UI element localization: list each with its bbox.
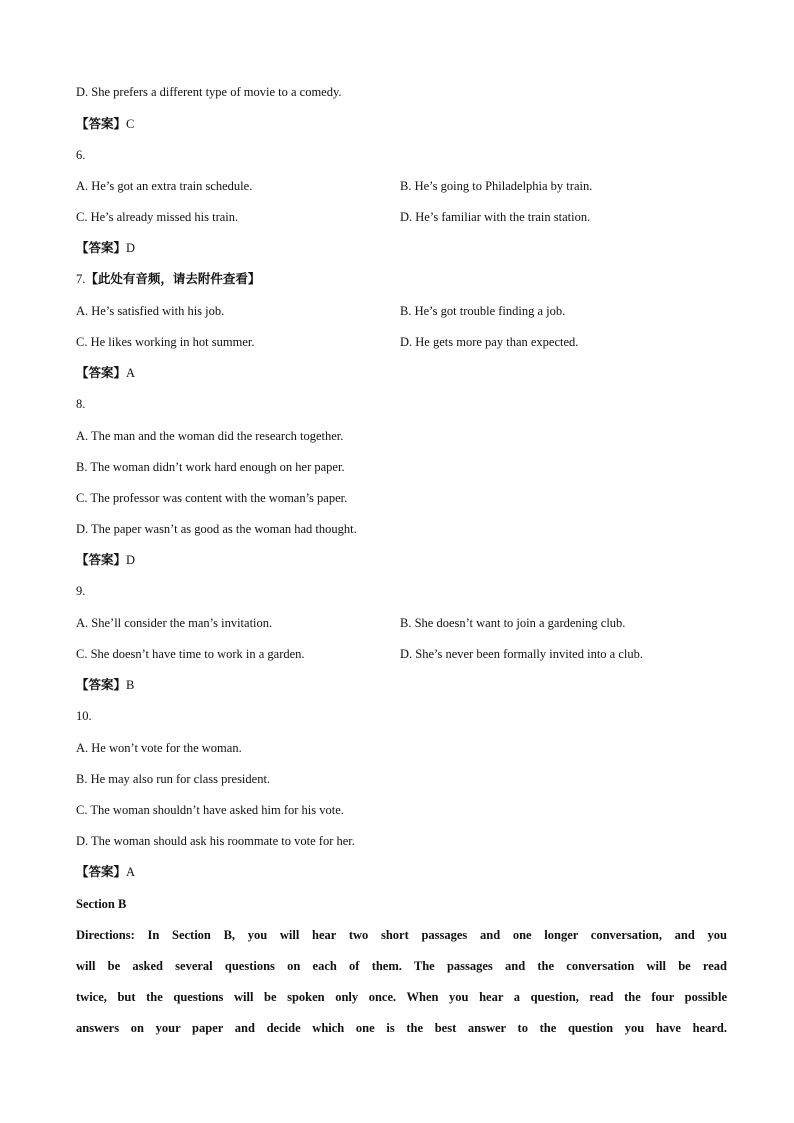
answer-label: 【答案】 (76, 553, 127, 567)
q9-option-a: A. She’ll consider the man’s invitation. (76, 616, 273, 630)
q8-option-d: D. The paper wasn’t as good as the woman had thought. (76, 522, 357, 536)
section-heading: Section B (76, 897, 127, 911)
q7-number: 7. (76, 272, 86, 286)
q6-answer (76, 240, 135, 256)
directions-line: Directions: In Section B, you will hear two short passages and one longer conversation, and you (76, 928, 727, 942)
q7-answer (76, 365, 135, 381)
q6-option-d: D. He’s familiar with the train station. (400, 210, 591, 224)
q6-option-b: B. He’s going to Philadelphia by train. (400, 179, 593, 193)
q8-answer (76, 552, 135, 568)
q10-option-b: B. He may also run for class president. (76, 772, 271, 786)
answer-value: C (126, 117, 135, 131)
answer-label: 【答案】 (76, 678, 127, 692)
q10-option-a: A. He won’t vote for the woman. (76, 741, 242, 755)
q9-option-c: C. She doesn’t have time to work in a garden. (76, 647, 305, 661)
answer-value: D (126, 241, 136, 255)
answer-label: 【答案】 (76, 366, 127, 380)
answer-label: 【答案】 (76, 865, 127, 879)
directions-line: twice, but the questions will be spoken only once. When you hear a question, read the four possible (76, 990, 727, 1004)
answer-value: A (126, 865, 136, 879)
q10-option-c: C. The woman shouldn’t have asked him for his vote. (76, 803, 344, 817)
q7-option-b: B. He’s got trouble finding a job. (400, 304, 566, 318)
q5-answer (76, 116, 134, 132)
answer-label: 【答案】 (76, 241, 127, 255)
answer-value: B (126, 678, 135, 692)
q10-option-d: D. The woman should ask his roommate to vote for her. (76, 834, 355, 848)
q9-option-d: D. She’s never been formally invited into a club. (400, 647, 643, 661)
q8-option-a: A. The man and the woman did the research together. (76, 429, 344, 443)
directions-line: will be asked several questions on each of them. The passages and the conversation will be read (76, 959, 727, 973)
q7-option-c: C. He likes working in hot summer. (76, 335, 255, 349)
q8-number: 8. (76, 397, 86, 411)
q9-answer (76, 677, 134, 693)
q9-number: 9. (76, 584, 86, 598)
q7-option-a: A. He’s satisfied with his job. (76, 304, 225, 318)
q6-option-c: C. He’s already missed his train. (76, 210, 239, 224)
q10-answer (76, 864, 135, 880)
q8-option-b: B. The woman didn’t work hard enough on her paper. (76, 460, 345, 474)
answer-label: 【答案】 (76, 117, 127, 131)
q7-header (76, 271, 260, 287)
answer-value: D (126, 553, 136, 567)
q8-option-c: C. The professor was content with the woman’s paper. (76, 491, 348, 505)
q5-option-d: D. She prefers a different type of movie to a comedy. (76, 85, 342, 99)
answer-value: A (126, 366, 136, 380)
audio-note: 【此处有音频，请去附件查看】 (85, 272, 261, 286)
q6-number: 6. (76, 148, 86, 162)
q6-option-a: A. He’s got an extra train schedule. (76, 179, 253, 193)
q10-number: 10. (76, 709, 92, 723)
directions-line: answers on your paper and decide which one is the best answer to the question you have heard. (76, 1021, 727, 1035)
q9-option-b: B. She doesn’t want to join a gardening club. (400, 616, 626, 630)
q7-option-d: D. He gets more pay than expected. (400, 335, 579, 349)
